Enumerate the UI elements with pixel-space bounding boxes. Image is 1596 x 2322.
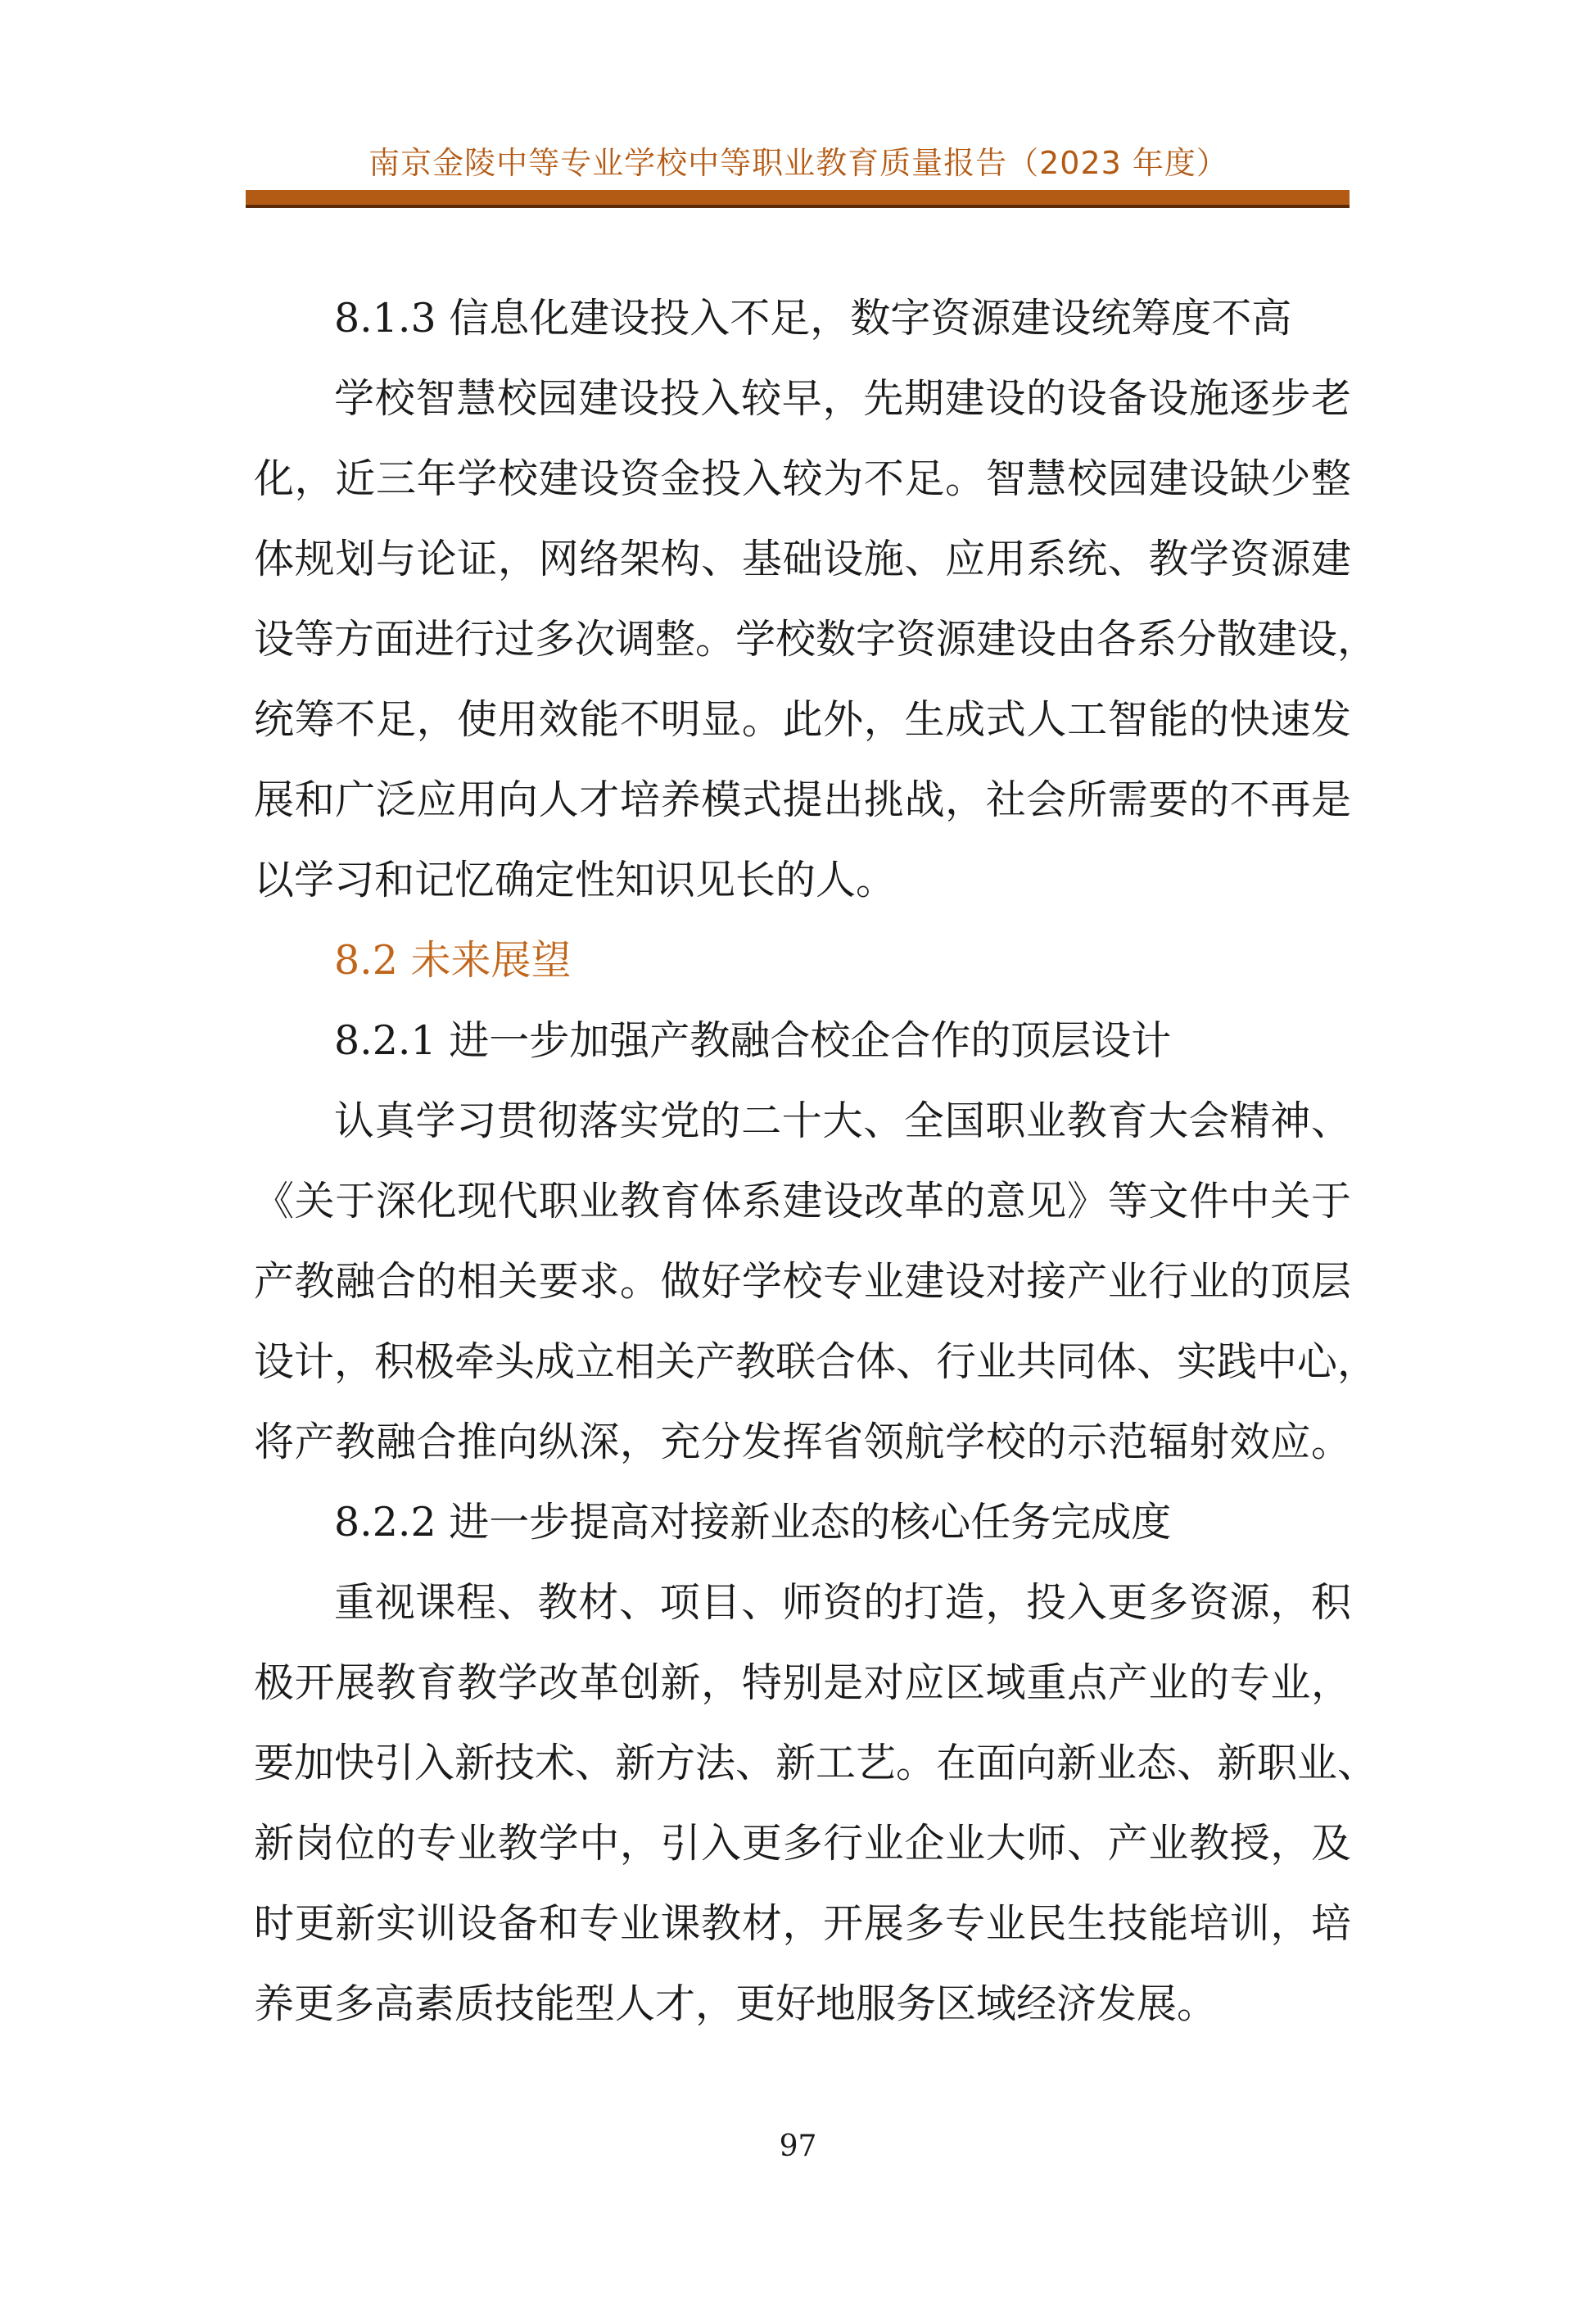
paragraph-line: 体规划与论证，网络架构、基础设施、应用系统、教学资源建	[254, 536, 1351, 582]
paragraph-line: 重视课程、教材、项目、师资的打造，投入更多资源，积	[334, 1579, 1351, 1626]
paragraph-line: 设计，积极牵头成立相关产教联合体、行业共同体、实践中心，	[254, 1338, 1378, 1385]
paragraph-line: 极开展教育教学改革创新，特别是对应区域重点产业的专业，	[254, 1659, 1351, 1706]
subsection-heading-8-1-3: 8.1.3 信息化建设投入不足，数字资源建设统筹度不高	[334, 295, 1292, 342]
subsection-heading-8-2-1: 8.2.1 进一步加强产教融合校企合作的顶层设计	[334, 1017, 1172, 1064]
paragraph-line: 养更多高素质技能型人才，更好地服务区域经济发展。	[254, 1980, 1218, 2027]
subsection-heading-8-2-2: 8.2.2 进一步提高对接新业态的核心任务完成度	[334, 1499, 1172, 1546]
section-heading-8-2: 8.2 未来展望	[334, 937, 572, 984]
paragraph-line: 时更新实训设备和专业课教材，开展多专业民生技能培训，培	[254, 1900, 1351, 1947]
paragraph-line: 化，近三年学校建设资金投入较为不足。智慧校园建设缺少整	[254, 455, 1351, 502]
paragraph-line: 统筹不足，使用效能不明显。此外，生成式人工智能的快速发	[254, 696, 1351, 743]
paragraph-line: 展和广泛应用向人才培养模式提出挑战，社会所需要的不再是	[254, 776, 1351, 823]
running-header: 南京金陵中等专业学校中等职业教育质量报告（2023 年度）	[368, 145, 1228, 181]
paragraph-line: 要加快引入新技术、新方法、新工艺。在面向新业态、新职业、	[254, 1740, 1378, 1786]
paragraph-line: 《关于深化现代职业教育体系建设改革的意见》等文件中关于	[254, 1178, 1351, 1224]
paragraph-line: 新岗位的专业教学中，引入更多行业企业大师、产业教授，及	[254, 1820, 1351, 1867]
header-rule	[246, 190, 1350, 208]
paragraph-line: 设等方面进行过多次调整。学校数字资源建设由各系分散建设，	[254, 616, 1378, 663]
paragraph-line: 以学习和记忆确定性知识见长的人。	[254, 857, 897, 903]
paragraph-line: 学校智慧校园建设投入较早，先期建设的设备设施逐步老	[334, 375, 1351, 422]
paragraph-line: 将产教融合推向纵深，充分发挥省领航学校的示范辐射效应。	[254, 1419, 1351, 1465]
document-body	[254, 278, 1378, 2044]
page-number: 97	[779, 2130, 817, 2163]
paragraph-line: 认真学习贯彻落实党的二十大、全国职业教育大会精神、	[334, 1098, 1351, 1144]
paragraph-line: 产教融合的相关要求。做好学校专业建设对接产业行业的顶层	[254, 1258, 1351, 1305]
